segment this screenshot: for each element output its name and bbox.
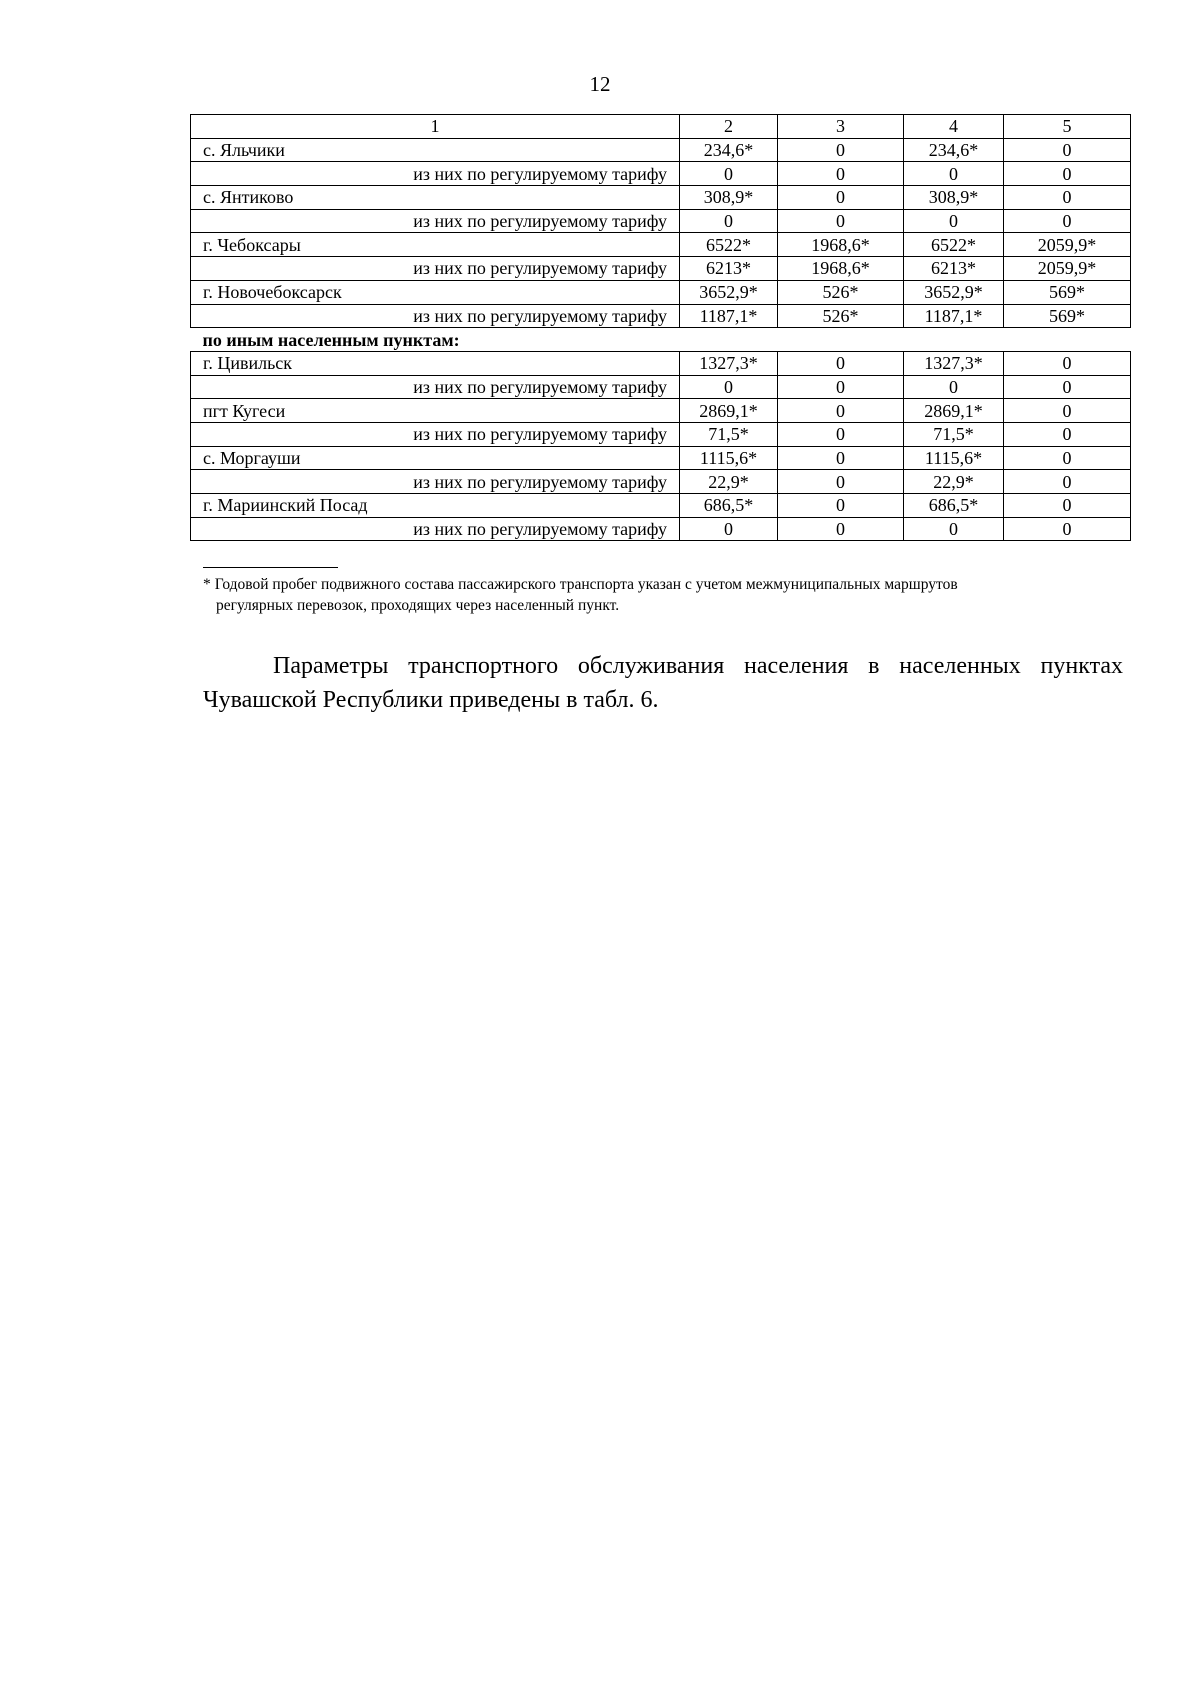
value-cell-c5: 0 xyxy=(1004,494,1131,518)
value-cell-c3: 526* xyxy=(778,280,904,304)
value-cell-c4: 6522* xyxy=(904,233,1004,257)
value-cell-c4: 2869,1* xyxy=(904,399,1004,423)
value-cell-c2: 308,9* xyxy=(680,186,778,210)
value-cell-c5: 0 xyxy=(1004,375,1131,399)
table-subrow xyxy=(191,257,1131,281)
value-cell-c5: 569* xyxy=(1004,280,1131,304)
value-cell-c5: 0 xyxy=(1004,470,1131,494)
locality-name: пгт Кугеси xyxy=(191,399,680,423)
value-cell-c3: 0 xyxy=(778,470,904,494)
locality-name: с. Янтиково xyxy=(191,186,680,210)
value-cell-c3: 526* xyxy=(778,304,904,328)
value-cell-c5: 0 xyxy=(1004,186,1131,210)
value-cell-c3: 0 xyxy=(778,209,904,233)
table-subrow xyxy=(191,470,1131,494)
value-cell-c5: 0 xyxy=(1004,351,1131,375)
value-cell-c4: 686,5* xyxy=(904,494,1004,518)
value-cell-c3: 1968,6* xyxy=(778,257,904,281)
table-row xyxy=(191,351,1131,375)
table-section-row xyxy=(191,328,1131,352)
value-cell-c2: 234,6* xyxy=(680,138,778,162)
value-cell-c3: 0 xyxy=(778,399,904,423)
value-cell-c4: 0 xyxy=(904,209,1004,233)
table-row xyxy=(191,399,1131,423)
table-header-row xyxy=(191,115,1131,139)
locality-name: г. Мариинский Посад xyxy=(191,494,680,518)
table-body xyxy=(191,115,1131,541)
value-cell-c5: 2059,9* xyxy=(1004,257,1131,281)
footnote xyxy=(203,574,1123,616)
footnote-marker: * xyxy=(203,576,211,593)
value-cell-c4: 234,6* xyxy=(904,138,1004,162)
value-cell-c4: 1187,1* xyxy=(904,304,1004,328)
value-cell-c5: 0 xyxy=(1004,422,1131,446)
header-cell-2: 2 xyxy=(680,115,778,139)
value-cell-c3: 0 xyxy=(778,162,904,186)
value-cell-c3: 0 xyxy=(778,351,904,375)
regulated-tariff-label: из них по регулируемому тарифу xyxy=(191,422,680,446)
value-cell-c2: 0 xyxy=(680,162,778,186)
transport-mileage-table xyxy=(190,114,1131,541)
value-cell-c4: 0 xyxy=(904,162,1004,186)
value-cell-c2: 6522* xyxy=(680,233,778,257)
value-cell-c3: 0 xyxy=(778,422,904,446)
header-cell-5: 5 xyxy=(1004,115,1131,139)
regulated-tariff-label: из них по регулируемому тарифу xyxy=(191,470,680,494)
locality-name: г. Цивильск xyxy=(191,351,680,375)
value-cell-c4: 1115,6* xyxy=(904,446,1004,470)
value-cell-c5: 0 xyxy=(1004,209,1131,233)
regulated-tariff-label: из них по регулируемому тарифу xyxy=(191,209,680,233)
value-cell-c4: 3652,9* xyxy=(904,280,1004,304)
value-cell-c2: 71,5* xyxy=(680,422,778,446)
value-cell-c4: 6213* xyxy=(904,257,1004,281)
value-cell-c5: 569* xyxy=(1004,304,1131,328)
regulated-tariff-label: из них по регулируемому тарифу xyxy=(191,375,680,399)
value-cell-c2: 22,9* xyxy=(680,470,778,494)
value-cell-c2: 3652,9* xyxy=(680,280,778,304)
header-cell-4: 4 xyxy=(904,115,1004,139)
value-cell-c5: 0 xyxy=(1004,138,1131,162)
regulated-tariff-label: из них по регулируемому тарифу xyxy=(191,257,680,281)
value-cell-c4: 308,9* xyxy=(904,186,1004,210)
value-cell-c3: 0 xyxy=(778,517,904,541)
value-cell-c3: 0 xyxy=(778,186,904,210)
value-cell-c4: 71,5* xyxy=(904,422,1004,446)
value-cell-c2: 686,5* xyxy=(680,494,778,518)
value-cell-c2: 1327,3* xyxy=(680,351,778,375)
value-cell-c2: 2869,1* xyxy=(680,399,778,423)
value-cell-c5: 0 xyxy=(1004,446,1131,470)
value-cell-c4: 22,9* xyxy=(904,470,1004,494)
value-cell-c3: 1968,6* xyxy=(778,233,904,257)
locality-name: с. Моргауши xyxy=(191,446,680,470)
value-cell-c4: 1327,3* xyxy=(904,351,1004,375)
value-cell-c5: 0 xyxy=(1004,399,1131,423)
value-cell-c3: 0 xyxy=(778,494,904,518)
page-number: 12 xyxy=(589,72,611,96)
regulated-tariff-label: из них по регулируемому тарифу xyxy=(191,517,680,541)
table-subrow xyxy=(191,162,1131,186)
footnote-separator xyxy=(203,567,338,568)
table-row xyxy=(191,233,1131,257)
table-row xyxy=(191,446,1131,470)
value-cell-c2: 0 xyxy=(680,517,778,541)
table-row xyxy=(191,494,1131,518)
value-cell-c5: 0 xyxy=(1004,162,1131,186)
value-cell-c2: 0 xyxy=(680,209,778,233)
body-paragraph: Параметры транспортного обслуживания населения в населенных пунктах Чувашской Республики приведены в табл. 6. xyxy=(203,653,1123,713)
footnote-line-2: регулярных перевозок, проходящих через населенный пункт. xyxy=(216,597,620,614)
table-row xyxy=(191,280,1131,304)
value-cell-c5: 0 xyxy=(1004,517,1131,541)
regulated-tariff-label: из них по регулируемому тарифу xyxy=(191,162,680,186)
table-row xyxy=(191,138,1131,162)
table-subrow xyxy=(191,304,1131,328)
header-cell-1: 1 xyxy=(191,115,680,139)
table-row xyxy=(191,186,1131,210)
header-cell-3: 3 xyxy=(778,115,904,139)
table-subrow xyxy=(191,517,1131,541)
regulated-tariff-label: из них по регулируемому тарифу xyxy=(191,304,680,328)
value-cell-c2: 6213* xyxy=(680,257,778,281)
locality-name: г. Чебоксары xyxy=(191,233,680,257)
value-cell-c2: 1187,1* xyxy=(680,304,778,328)
value-cell-c4: 0 xyxy=(904,517,1004,541)
value-cell-c2: 1115,6* xyxy=(680,446,778,470)
table-subrow xyxy=(191,375,1131,399)
value-cell-c3: 0 xyxy=(778,446,904,470)
value-cell-c3: 0 xyxy=(778,138,904,162)
value-cell-c2: 0 xyxy=(680,375,778,399)
footnote-line-1: Годовой пробег подвижного состава пассажирского транспорта указан с учетом межмуниципальных маршрутов xyxy=(214,576,958,593)
value-cell-c5: 2059,9* xyxy=(1004,233,1131,257)
locality-name: г. Новочебоксарск xyxy=(191,280,680,304)
table-subrow xyxy=(191,422,1131,446)
value-cell-c3: 0 xyxy=(778,375,904,399)
locality-name: с. Яльчики xyxy=(191,138,680,162)
section-title: по иным населенным пунктам: xyxy=(191,328,1131,352)
table-subrow xyxy=(191,209,1131,233)
value-cell-c4: 0 xyxy=(904,375,1004,399)
